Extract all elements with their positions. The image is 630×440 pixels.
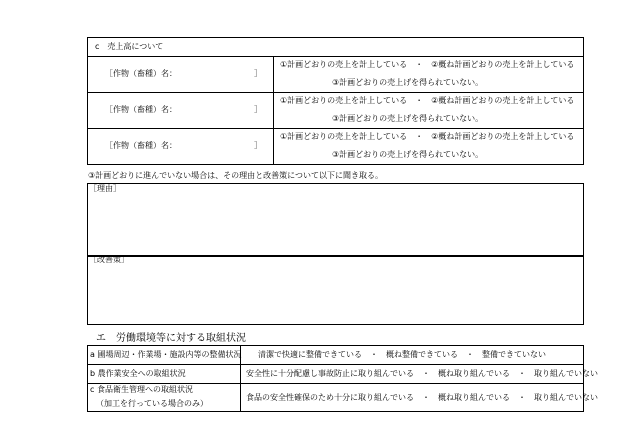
labor-status-a: 清潔で快適に整備できている ・ 概ね整備できている ・ 整備できていない [258,350,546,359]
crop-name-label: ［作物（畜種）名： [105,105,177,114]
followup-note: ③計画どおりに進んでいない場合は、その理由と改善策について以下に聞き取る。 [88,171,384,180]
sales-option-line2: ③計画どおりの売上げを得られていない。 [332,150,484,159]
labor-section-title: エ 労働環境等に対する取組状況 [96,333,246,344]
sales-header: c 売上高について [95,42,164,51]
labor-item-c: c 食品衛生管理への取組状況 [90,385,193,394]
sales-option-line2: ③計画どおりの売上げを得られていない。 [332,78,484,87]
labor-status-c: 食品の安全性確保のため十分に取り組んでいる ・ 概ね取り組んでいる ・ 取り組んでいない [246,393,598,402]
labor-status-b: 安全性に十分配慮し事故防止に取り組んでいる ・ 概ね取り組んでいる ・ 取り組んでいない [246,369,598,378]
labor-item-b: b 農作業安全への取組状況 [90,369,186,378]
improvement-label: ［改善策］ [89,255,129,264]
sales-option-line1: ①計画どおりの売上を計上している ・ ②概ね計画どおりの売上を計上している [280,60,575,69]
crop-name-bracket: ］ [254,105,262,114]
labor-item-a: a 圃場周辺・作業場・施設内等の整備状況 [90,350,242,359]
sales-option-line1: ①計画どおりの売上を計上している ・ ②概ね計画どおりの売上を計上している [280,96,575,105]
sales-option-line1: ①計画どおりの売上を計上している ・ ②概ね計画どおりの売上を計上している [280,132,575,141]
reason-box[interactable] [87,183,584,256]
reason-label: ［理由］ [89,184,121,193]
crop-name-label: ［作物（畜種）名： [105,141,177,150]
improvement-box[interactable] [87,256,584,325]
crop-name-label: ［作物（畜種）名： [105,69,177,78]
labor-item-c-note: （加工を行っている場合のみ） [96,399,208,408]
crop-name-bracket: ］ [254,69,262,78]
crop-name-bracket: ］ [254,141,262,150]
sales-option-line2: ③計画どおりの売上げを得られていない。 [332,114,484,123]
